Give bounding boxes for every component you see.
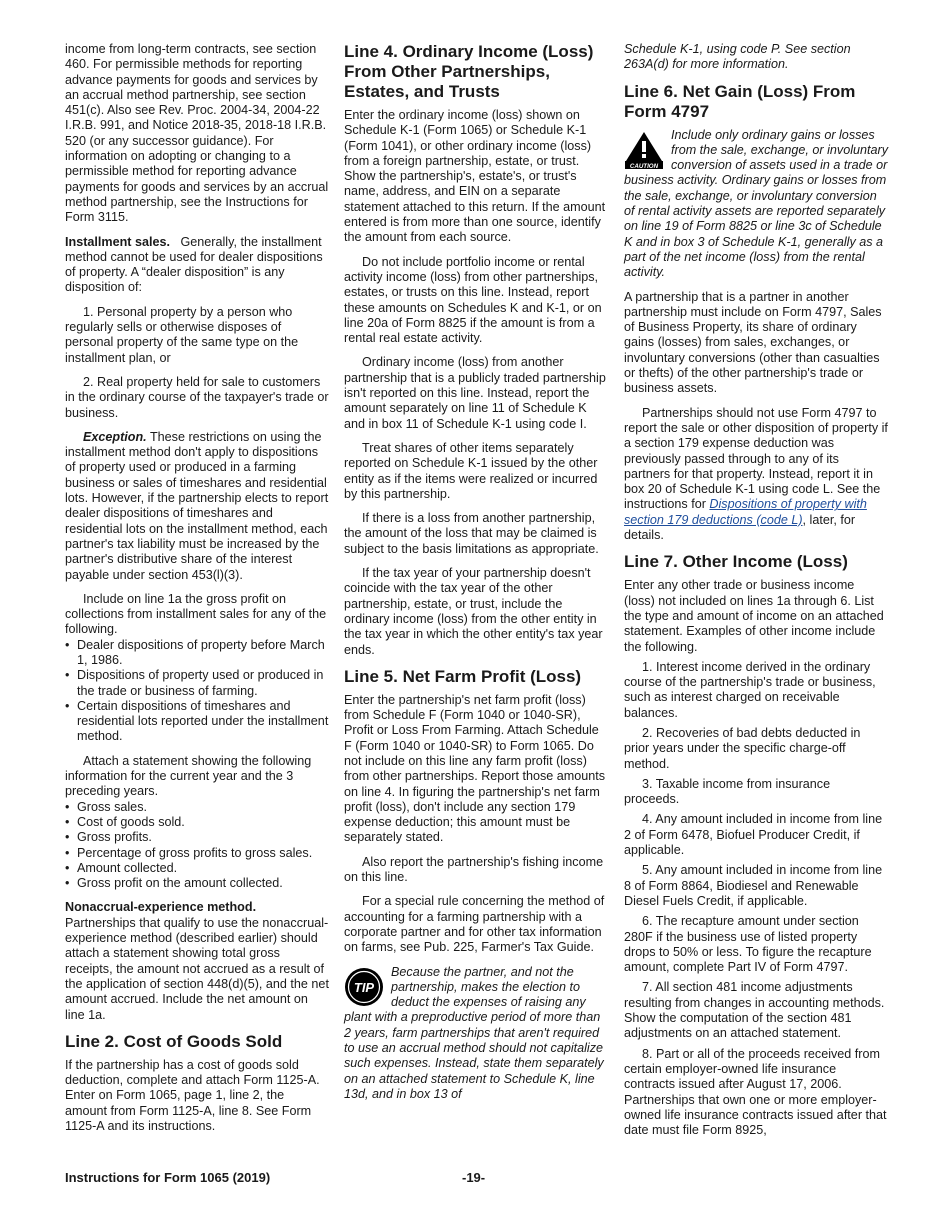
paragraph: Ordinary income (loss) from another partnership that is a publicly traded partnership isn't reported on this line. Instead, report the amount separately on line 11 of Schedule K and in box 11 of Schedule K-1 using code I. <box>344 355 606 431</box>
paragraph: Enter the partnership's net farm profit (loss) from Schedule F (Form 1040 or 1040-SR), Profit or Loss From Farming. Attach Schedule F (Form 1040 or 1040-SR) to Form 1065. Do not include on this line any farm profit (loss) from other partnerships. Report those amounts on line 4. In figuring the partnership's net farm profit (loss), don't include any section 179 expense deduction; this amount must be separately stated. <box>344 692 606 845</box>
column-1 <box>65 42 329 1143</box>
paragraph-text: These restrictions on using the installment method don't apply to dispositions of property used or produced in a farming business or sales of timeshares and residential lots. However, if the partnership elects to report dealer dispositions of timeshares and residential lots on the installment method, each partner's tax liability must be increased by the partner's distributive share of the interest payable under section 453(l)(3). <box>65 429 329 582</box>
paragraph: For a special rule concerning the method of accounting for a farming partnership with a corporate partner and for other tax information on farms, see Pub. 225, Farmer's Tax Guide. <box>344 894 605 955</box>
paragraph-text: , later, for details. <box>624 512 856 543</box>
paragraph <box>624 406 888 544</box>
tip-note <box>344 965 608 1103</box>
page-number: -19- <box>462 1170 486 1185</box>
paragraph: Do not include portfolio income or rental activity income (loss) from other partnerships, estates, or trusts on this line. Instead, report these amounts on Schedules K and K-1, or on line 20a of Form 8825 if the amount is from a rental real estate activity. <box>344 254 602 346</box>
numbered-item: 3. Taxable income from insurance proceeds. <box>624 776 831 807</box>
dispositions-link[interactable]: Dispositions of property with section 179 deductions (code L) <box>624 497 867 527</box>
section-heading-line-5: Line 5. Net Farm Profit (Loss) <box>344 666 582 686</box>
numbered-item: 2. Recoveries of bad debts deducted in prior years under the specific charge-off method. <box>624 725 861 771</box>
run-in-heading: Nonaccrual-experience method. <box>65 900 257 915</box>
bullet-item: • Dispositions of property used or produced in the trade or business of farming. <box>65 668 329 699</box>
numbered-item: 1. Personal property by a person who regularly sells or otherwise disposes of personal property of the same type on the installment plan, or <box>65 304 299 365</box>
paragraph-text: Generally, the installment method cannot be used for dealer dispositions of property. A “dealer disposition” is any disposition of: <box>65 234 323 295</box>
tip-label: TIP <box>353 979 375 995</box>
nonaccrual-paragraph <box>65 900 329 1022</box>
numbered-item: 4. Any amount included in income from line 2 of Form 6478, Biofuel Producer Credit, if applicable. <box>624 812 883 858</box>
numbered-item: 8. Part or all of the proceeds received from certain employer-owned life insurance contracts issued after August 17, 2006. Partnerships that own one or more employer-owned life insurance contracts issued after that date must file Form 8925, <box>624 1046 887 1138</box>
paragraph: Enter the ordinary income (loss) shown on Schedule K-1 (Form 1065) or Schedule K-1 (Form 1041), or other ordinary income (loss) from a foreign partnership, estate, or trust. Show the partnership's, estate's, or trust's name, address, and EIN on a separate statement attached to this return. If the amount entered is from more than one source, identify the amount from each source. <box>344 108 606 245</box>
section-heading-line-7: Line 7. Other Income (Loss) <box>624 552 848 572</box>
bullet-item: • Percentage of gross profits to gross sales. <box>65 846 329 861</box>
footer-form-title: Instructions for Form 1065 (2019) <box>65 1170 271 1185</box>
paragraph: Attach a statement showing the following information for the current year and the 3 preceding years. <box>65 753 312 799</box>
column-3 <box>624 42 888 1143</box>
bullet-item: • Cost of goods sold. <box>65 815 329 830</box>
tip-continuation: Schedule K-1, using code P. See section 263A(d) for more information. <box>624 42 851 72</box>
section-heading-line-2: Line 2. Cost of Goods Sold <box>65 1031 283 1051</box>
caution-note <box>624 128 888 281</box>
paragraph: Also report the partnership's fishing income on this line. <box>344 854 604 885</box>
numbered-item: 5. Any amount included in income from line 8 of Form 8864, Biodiesel and Renewable Diesel Fuels Credit, if applicable. <box>624 863 883 908</box>
paragraph: If the tax year of your partnership doesn't coincide with the tax year of the other partnership, estate, or trust, include the ordinary income (loss) from the other entity in the tax year in which the other entity's tax year ends. <box>344 566 603 657</box>
numbered-item: 2. Real property held for sale to customers in the ordinary course of the taxpayer's trade or business. <box>65 374 329 420</box>
tip-icon <box>344 967 384 1007</box>
paragraph-text: Partnerships should not use Form 4797 to report the sale or other disposition of property if a section 179 expense deduction was previously passed through to any of its partners for that property. Instead, report it in box 20 of Schedule K-1 using code L. See the instructions for <box>624 405 888 512</box>
paragraph: A partnership that is a partner in another partnership must include on Form 4797, Sales of Business Property, its share of ordinary gains (losses) from sales, exchanges, or involuntary conversions (other than casualties or thefts) of the other partnership's trade or business assets. <box>624 289 882 396</box>
column-2 <box>344 42 608 1111</box>
paragraph: Include on line 1a the gross profit on collections from installment sales for any of the following. <box>65 591 327 637</box>
bullet-list <box>65 638 329 745</box>
run-in-heading: Exception. <box>83 429 147 444</box>
numbered-item: 7. All section 481 income adjustments resulting from changes in accounting methods. Show the computation of the section 481 adjustments on an attached statement. <box>624 980 885 1041</box>
bullet-item: • Amount collected. <box>65 861 329 876</box>
bullet-item: • Gross sales. <box>65 800 329 815</box>
tip-text: Because the partner, and not the partnership, makes the election to deduct the expenses of raising any plant with a preproductive period of more than 2 years, farm partnerships that aren't required to use an accrual method should not capitalize such expenses. Instead, state them separately on an attached statement to Schedule K, line 13d, and in box 13 of <box>344 964 604 1101</box>
paragraph: If the partnership has a cost of goods sold deduction, complete and attach Form 1125-A. Enter on Form 1065, page 1, line 2, the amount from Form 1125-A, line 8. See Form 1125-A and its instructions. <box>65 1057 320 1133</box>
paragraph-text: Partnerships that qualify to use the nonaccrual-experience method (described earlier) should attach a statement showing total gross receipts, the amount not accrued as a result of the application of section 448(d)(5), and the net amount accrued. Include the net amount on line 1a. <box>65 915 329 1022</box>
bullet-item: • Gross profit on the amount collected. <box>65 876 329 891</box>
numbered-item: 1. Interest income derived in the ordinary course of the partnership's trade or business, such as interest charged on receivable balances. <box>624 659 876 720</box>
section-heading-line-6: Line 6. Net Gain (Loss) From Form 4797 <box>624 81 856 121</box>
installment-sales-paragraph <box>65 235 329 296</box>
bullet-item: • Certain dispositions of timeshares and residential lots reported under the installment method. <box>65 699 329 745</box>
caution-label: CAUTION <box>629 162 659 170</box>
paragraph: Treat shares of other items separately reported on Schedule K-1 issued by the other entity as if the items were realized or incurred by this partnership. <box>344 440 598 501</box>
paragraph: income from long-term contracts, see section 460. For permissible methods for reporting advance payments for goods and services by an accrual method partnership, see section 451(c). Also see Rev. Proc. 2004-34, 2004-22 I.R.B. 991, and Notice 2018-35, 2018-18 I.R.B. 520 (or any successor guidance). For information on adopting or changing to a permissible method for reporting advance payments for goods and services by an accrual method partnership, see the Instructions for Form 3115. <box>65 42 329 225</box>
run-in-heading: Installment sales. <box>65 234 170 249</box>
bullet-list <box>65 800 329 892</box>
exception-paragraph <box>65 430 329 583</box>
caution-icon <box>624 130 664 170</box>
paragraph: If there is a loss from another partnership, the amount of the loss that may be claimed is subject to the basis limitations as appropriate. <box>344 511 599 556</box>
bullet-item: • Gross profits. <box>65 830 329 845</box>
caution-text: Include only ordinary gains or losses from the sale, exchange, or involuntary conversion of assets used in a trade or business activity. Ordinary gains or losses from the sale, exchange, or involuntary conversion of rental activity assets are reported separately on line 19 of Form 8825 or line 3c of Schedule K and in box 3 of Schedule K-1, generally as a part of the net income (loss) from the rental activity. <box>624 127 889 280</box>
bullet-item: • Dealer dispositions of property before March 1, 1986. <box>65 638 329 669</box>
numbered-item: 6. The recapture amount under section 280F if the business use of listed property drops to 50% or less. To figure the recapture amount, complete Part IV of Form 4797. <box>624 914 872 975</box>
paragraph: Enter any other trade or business income (loss) not included on lines 1a through 6. List the type and amount of income on an attached statement. Examples of other income include the following. <box>624 578 884 654</box>
section-heading-line-4: Line 4. Ordinary Income (Loss) From Other Partnerships, Estates, and Trusts <box>344 42 594 101</box>
